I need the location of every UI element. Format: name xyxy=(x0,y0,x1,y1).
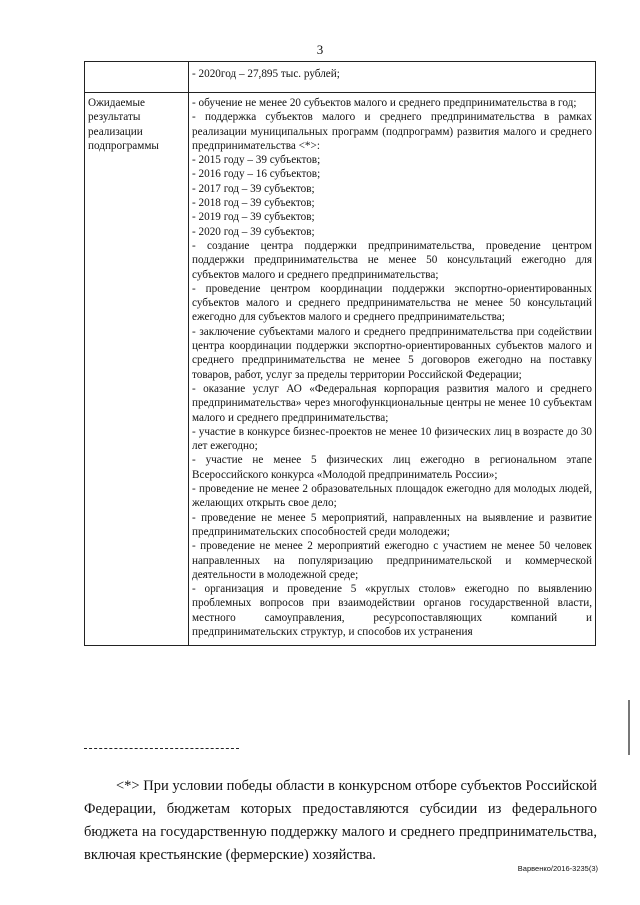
result-item: - проведение не менее 2 мероприятий ежегодно с участием не менее 50 человек направленных на популяризацию предпринимательской и коммерческой деятельности в молодежной среде; xyxy=(192,540,592,581)
table-cell-empty xyxy=(85,62,189,93)
result-item: - 2019 год – 39 субъектов; xyxy=(192,211,315,224)
result-item: - 2018 год – 39 субъектов; xyxy=(192,197,315,210)
table-row xyxy=(85,62,596,93)
page-number: 3 xyxy=(316,42,324,57)
expected-results-label-cell xyxy=(85,93,189,646)
funding-2020-cell: - 2020год – 27,895 тыс. рублей; xyxy=(189,62,596,93)
result-item: - участие в конкурсе бизнес-проектов не менее 10 физических лиц в возрасте до 30 лет ежегодно; xyxy=(192,425,592,453)
result-item: - оказание услуг АО «Федеральная корпорация развития малого и среднего предпринимательства» через многофункциональные центры не менее 10 субъектам малого и среднего предпринимательства; xyxy=(192,382,592,424)
result-item: - проведение не менее 5 мероприятий, направленных на выявление и развитие предпринимательских способностей среди молодежи; xyxy=(192,511,592,538)
result-item: - проведение не менее 2 образовательных площадок ежегодно для молодых людей, желающих открыть свое дело; xyxy=(192,483,592,510)
footnote: <*> При условии победы области в конкурсном отборе субъектов Российской Федерации, бюджетам которых предоставляются субсидии из федерального бюджета на государственную поддержку малого и среднего предпринимательства, включая крестьянские (фермерские) хозяйства. xyxy=(84,778,597,863)
result-item: - организация и проведение 5 «круглых столов» ежегодно по выявлению проблемных вопросов при взаимодействии органов государственной власти, местного самоуправления, ресурсопоставляющих компаний и предпринимательских структур, и способов их устранения xyxy=(192,583,592,638)
subprogram-table xyxy=(84,61,596,646)
result-item: - 2020 год – 39 субъектов; xyxy=(192,225,315,238)
result-item: - 2015 году – 39 субъектов; xyxy=(192,154,321,167)
result-item: - 2017 год – 39 субъектов; xyxy=(192,182,315,195)
result-item: - участие не менее 5 физических лиц ежегодно в региональном этапе Всероссийского конкурса «Молодой предприниматель России»; xyxy=(192,454,592,481)
result-item: - поддержка субъектов малого и среднего предпринимательства в рамках реализации муниципальных программ (подпрограмм) развития малого и среднего предпринимательства <*>: xyxy=(192,111,592,152)
footnote-separator xyxy=(84,748,239,749)
result-item: - создание центра поддержки предпринимательства, проведение центром поддержки предпринимательства не менее 50 консультаций ежегодно для субъектов малого и среднего предпринимательства; xyxy=(192,239,592,281)
result-item: - обучение не менее 20 субъектов малого и среднего предпринимательства в год; xyxy=(192,97,577,109)
result-item: - проведение центром координации поддержки экспортно-ориентированных субъектов малого и среднего предпринимательства не менее 50 консультаций ежегодно для субъектов малого и среднего предпринимательства; xyxy=(192,282,592,324)
document-code: Варвенко/2016-3235(3) xyxy=(517,864,598,873)
result-item: - заключение субъектами малого и среднего предпринимательства при содействии центра координации поддержки экспортно-ориентированных субъектов малого и среднего предпринимательства не менее 5 договоров ежегодно на поставку товаров, работ, услуг за пределы территории Российской Федерации; xyxy=(192,325,592,381)
expected-results-list xyxy=(189,93,596,646)
scan-edge-mark xyxy=(628,700,630,755)
expected-results-label: Ожидаемые результаты реализации подпрограммы xyxy=(88,97,159,152)
table-row xyxy=(85,93,596,646)
result-item: - 2016 году – 16 субъектов; xyxy=(192,168,321,181)
